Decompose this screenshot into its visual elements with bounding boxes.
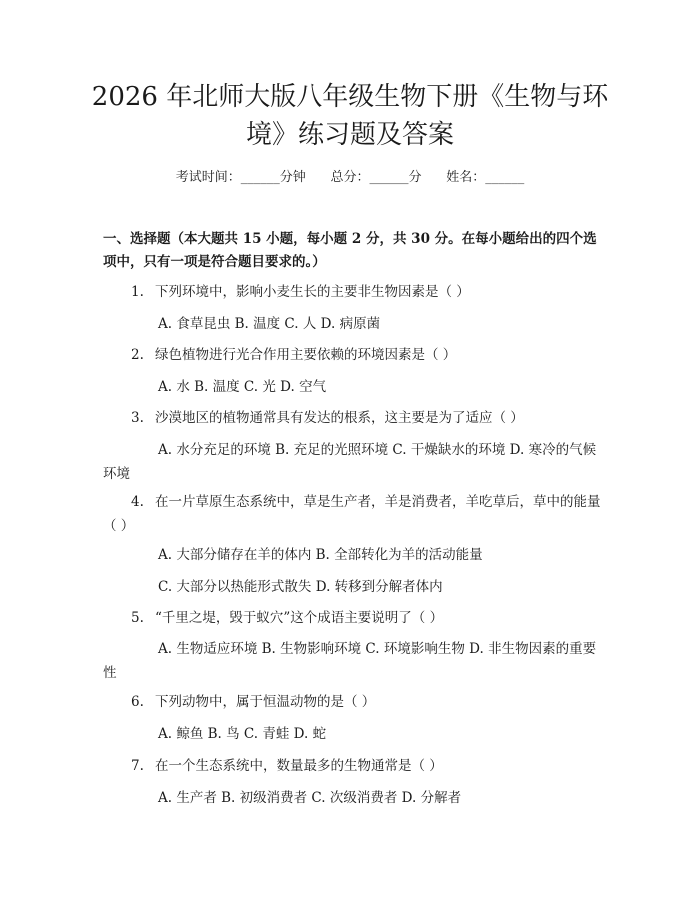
- question-number: 2.: [131, 347, 144, 363]
- question-number: 4.: [131, 494, 144, 510]
- question-1: [103, 280, 603, 304]
- question-4-options-line-1: A. 大部分储存在羊的体内 B. 全部转化为羊的活动能量: [158, 547, 483, 563]
- question-7-options: A. 生产者 B. 初级消费者 C. 次级消费者 D. 分解者: [158, 790, 462, 806]
- question-number: 1.: [131, 284, 144, 300]
- question-7: [103, 754, 603, 778]
- question-4: [103, 490, 603, 538]
- question-stem: 下列环境中，影响小麦生长的主要非生物因素是（ ）: [155, 284, 470, 300]
- question-number: 3.: [131, 410, 144, 426]
- document-title: [70, 78, 630, 154]
- question-stem: 沙漠地区的植物通常具有发达的根系，这主要是为了适应（ ）: [155, 410, 524, 426]
- question-stem: “千里之堤，毁于蚁穴”这个成语主要说明了（ ）: [155, 610, 444, 626]
- exam-info-line: 考试时间：______分钟 总分：______分 姓名：______: [175, 170, 525, 185]
- question-6: [103, 690, 603, 714]
- question-3-options: A. 水分充足的环境 B. 充足的光照环境 C. 干燥缺水的环境 D. 寒冷的气候环境: [103, 442, 597, 482]
- question-2: [103, 343, 603, 367]
- section-heading: 一、选择题（本大题共 15 小题，每小题 2 分，共 30 分。在每小题给出的四个选项中，只有一项是符合题目要求的。）: [103, 231, 597, 270]
- question-number: 6.: [131, 694, 144, 710]
- title-line-1: 2026 年北师大版八年级生物下册《生物与环: [91, 82, 609, 112]
- question-number: 5.: [131, 610, 144, 626]
- question-3: [103, 406, 603, 430]
- question-1-options: A. 食草昆虫 B. 温度 C. 人 D. 病原菌: [158, 316, 381, 332]
- question-2-options: A. 水 B. 温度 C. 光 D. 空气: [158, 379, 327, 395]
- question-5-options: A. 生物适应环境 B. 生物影响环境 C. 环境影响生物 D. 非生物因素的重要性: [103, 641, 597, 681]
- question-4-options-line-2: C. 大部分以热能形式散失 D. 转移到分解者体内: [158, 579, 443, 595]
- question-stem: 绿色植物进行光合作用主要依赖的环境因素是（ ）: [155, 347, 457, 363]
- question-5: [103, 606, 603, 630]
- question-6-options: A. 鲸鱼 B. 鸟 C. 青蛙 D. 蛇: [158, 726, 327, 742]
- question-stem: 在一片草原生态系统中，草是生产者，羊是消费者，羊吃草后，草中的能量（ ）: [103, 494, 601, 534]
- question-stem: 在一个生态系统中，数量最多的生物通常是（ ）: [155, 758, 443, 774]
- title-line-2: 境》练习题及答案: [245, 120, 454, 150]
- question-number: 7.: [131, 758, 144, 774]
- question-stem: 下列动物中，属于恒温动物的是（ ）: [155, 694, 376, 710]
